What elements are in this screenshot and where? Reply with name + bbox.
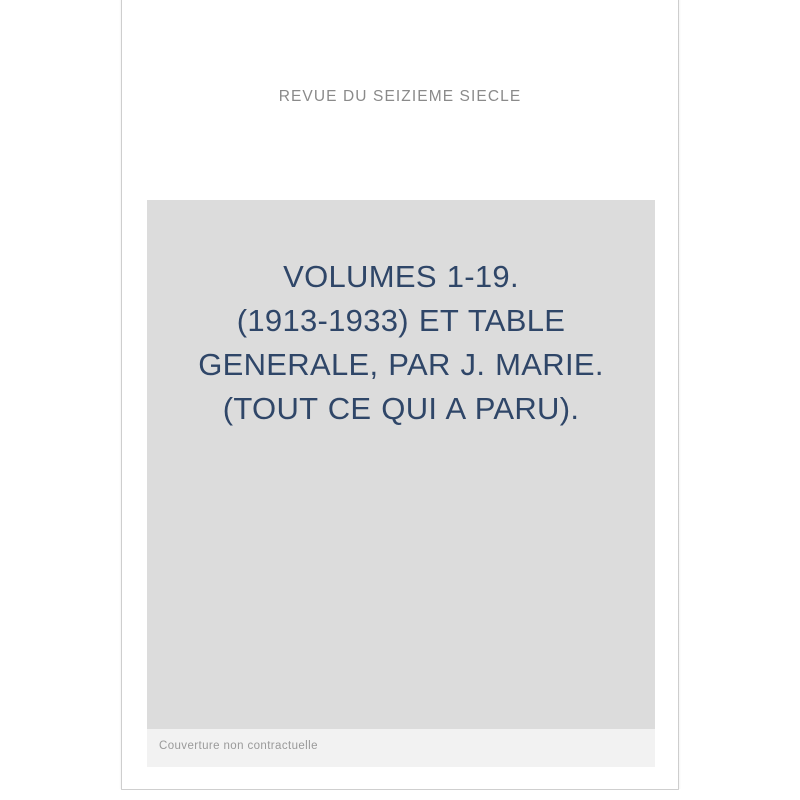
book-title-line-2: (1913-1933) ET TABLE: [236, 303, 566, 339]
book-title: [147, 255, 655, 431]
sheet-edge-shadow-left: [119, 0, 122, 789]
book-title-line-1: VOLUMES 1-19.: [283, 259, 519, 294]
series-title: REVUE DU SEIZIEME SIECLE: [278, 88, 522, 105]
cover-note-strip: [147, 729, 655, 767]
sheet-edge-shadow-right: [678, 0, 681, 789]
book-cover-sheet: [121, 0, 679, 790]
title-panel: [147, 200, 655, 732]
cover-disclaimer-text: Couverture non contractuelle: [159, 740, 318, 752]
book-title-line-3: GENERALE, PAR J. MARIE.: [198, 347, 604, 383]
book-title-line-4: (TOUT CE QUI A PARU).: [222, 391, 580, 427]
